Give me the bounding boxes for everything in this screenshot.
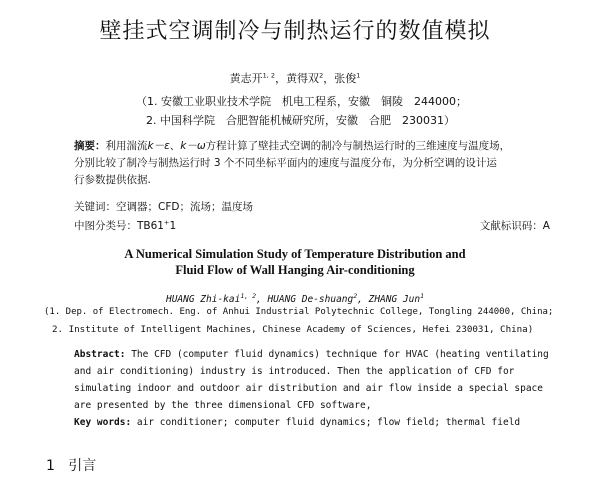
abstract-en-line-4: are presented by the three dimensional CFD software, (74, 400, 372, 411)
affiliation-en-1: (1. Dep. of Electromech. Eng. of Anhui Industrial Polytechnic College, Tongling 244000, China; (44, 307, 554, 317)
author-1: 黄志开 (229, 72, 263, 85)
authors-chinese: 黄志开$^{1, 2}$，黄得双$^2$，张俊$^1$ (229, 71, 361, 85)
classification-number: 中图分类号：TB61+1 (74, 218, 177, 232)
turbulence-model-k-epsilon: k－ε (147, 140, 170, 152)
turbulence-model-k-omega: k－ω (180, 140, 206, 152)
abstract-cn-line-1: 摘要：利用湍流k－ε、k－ω方程计算了壁挂式空调的制冷与制热运行时的三维速度与温度场， (74, 140, 511, 152)
author-1-affil: 1, 2 (262, 71, 276, 80)
section-number: 1 (46, 458, 55, 474)
author-2: 黄得双 (286, 72, 320, 85)
title-english-line-1: A Numerical Simulation Study of Temperature Distribution and (124, 247, 466, 261)
author-en-3: ZHANG Jun (368, 294, 421, 306)
abstract-cn-line-2: 分别比较了制冷与制热运行时 3 个不同坐标平面内的速度与温度分布，为分析空调的设计运 (74, 157, 497, 169)
abstract-cn-label: 摘要： (74, 140, 106, 152)
abstract-english (74, 346, 552, 431)
abstract-en-line-1: Abstract: The CFD (computer fluid dynamics) technique for HVAC (heating ventilating (74, 349, 549, 360)
abstract-en-line-3: simulating indoor and outdoor air distribution and air flow inside a special space (74, 383, 543, 394)
keywords-en-label: Key words: (74, 417, 132, 428)
author-3: 张俊 (334, 72, 357, 85)
abstract-cn-line-3: 行参数提供依据. (74, 174, 151, 186)
affiliation-cn-2: 2. 中国科学院 合肥智能机械研究所，安徽 合肥 230031） (146, 114, 455, 127)
author-3-affil: 1 (356, 71, 361, 80)
authors-english: HUANG Zhi-kai$^{1, 2}$, HUANG De-shuang$^2$, ZHANG Jun$^1$ (165, 292, 425, 306)
author-en-2: HUANG De-shuang (267, 294, 354, 306)
author-2-affil: 2 (319, 71, 324, 80)
affiliation-cn-1: （1. 安徽工业职业技术学院 机电工程系，安徽 铜陵 244000； (136, 95, 467, 108)
section-heading-introduction (46, 455, 96, 475)
keywords-english: Key words: air conditioner; computer fluid dynamics; flow field; thermal field (74, 417, 521, 428)
abstract-en-line-2: and air conditioning) industry is introduced. Then the application of CFD for (74, 366, 515, 377)
author-en-1: HUANG Zhi-kai (165, 294, 241, 306)
title-english-line-2: Fluid Flow of Wall Hanging Air-conditioning (175, 263, 415, 277)
abstract-en-label: Abstract: (74, 349, 126, 360)
title-chinese: 壁挂式空调制冷与制热运行的数值模拟 (99, 19, 491, 44)
keywords-chinese: 关键词：空调器；CFD；流场；温度场 (74, 201, 253, 213)
affiliation-en-2: 2. Institute of Intelligent Machines, Chinese Academy of Sciences, Hefei 230031, China) (52, 324, 534, 335)
section-title: 引言 (68, 458, 97, 474)
document-code: 文献标识码：A (479, 220, 550, 232)
abstract-chinese (74, 138, 552, 189)
